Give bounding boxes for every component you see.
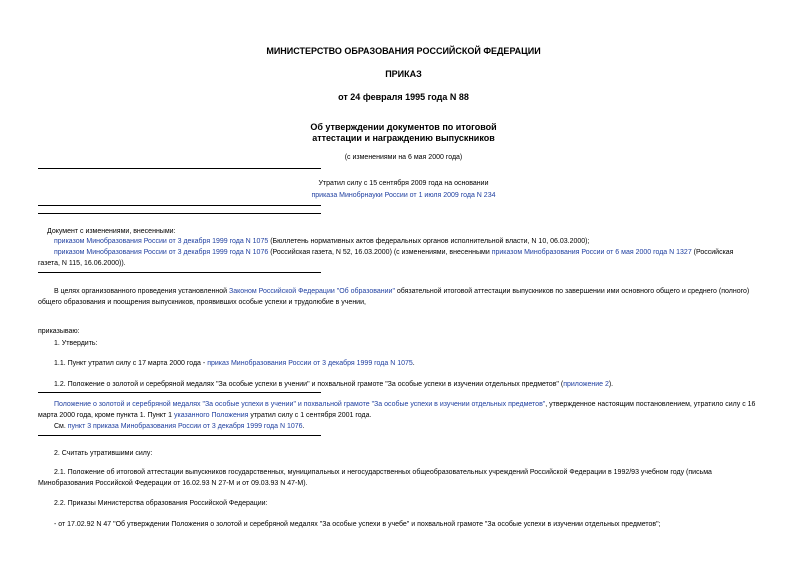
divider — [38, 168, 321, 169]
document-title-line2: аттестации и награждению выпускников — [312, 133, 495, 143]
education-law-link[interactable]: Законом Российской Федерации "Об образовании" — [228, 288, 395, 295]
changes-item-2-text2: (Российская — [691, 249, 734, 256]
validity-link[interactable]: приказа Минобрнауки России от 1 июля 2009 года N 234 — [311, 192, 496, 199]
preamble-text2: обязательной итоговой аттестации выпускников по завершении ими основного общего и среднего (полного) — [394, 288, 750, 295]
section-1-2-end: ). — [608, 381, 614, 388]
document-title-line1: Об утверждении документов по итоговой — [310, 122, 497, 132]
order-1075-link-2[interactable]: приказ Минобразования России от 3 декабря 1999 года N 1075 — [207, 360, 413, 367]
section-2-1-line2: Минобразования Российской Федерации от 16.02.93 N 27-М и от 09.03.93 N 47-М). — [38, 480, 308, 487]
section-2-2: 2.2. Приказы Министерства образования Российской Федерации: — [54, 500, 268, 507]
changes-item-1 — [54, 236, 784, 247]
changes-item-1-text: (Бюллетень нормативных актов федеральных органов исполнительной власти, N 10, 06.03.2000); — [268, 238, 590, 245]
divider — [38, 205, 321, 206]
regulation-note-text1: , утвержденное настоящим постановлением, утратило силу с 16 — [545, 401, 756, 408]
amendment-note: (с изменениями на 6 мая 2000 года) — [344, 154, 463, 161]
regulation-note-text2a: марта 2000 года, кроме пункта 1. Пункт 1 — [38, 412, 175, 419]
preamble-line1 — [54, 286, 794, 297]
preamble-line2: общего образования и поощрения выпускников, проявивших особые успехи и трудолюбие в учении, — [38, 299, 366, 306]
prikazyvayu: приказываю: — [38, 328, 80, 335]
document-type: ПРИКАЗ — [385, 69, 422, 79]
see-also — [54, 421, 305, 432]
regulation-note-text2b: утратил силу с 1 сентября 2001 года. — [248, 412, 372, 419]
see-also-end: . — [302, 423, 305, 430]
ministry-heading: МИНИСТЕРСТВО ОБРАЗОВАНИЯ РОССИЙСКОЙ ФЕДЕРАЦИИ — [266, 46, 541, 56]
section-2-2-item: - от 17.02.92 N 47 "Об утверждении Положения о золотой и серебряной медалях "За особые успехи в учебе" и похвальной грамоте "За особые успехи в изучении отдельных предметов"; — [54, 521, 661, 528]
section-1-2-text: 1.2. Положение о золотой и серебряной медалях "За особые успехи в учении" и похвальной грамоте "За особые успехи в изучении отдельных предметов" ( — [54, 381, 564, 388]
changes-item-2-text: (Российская газета, N 52, 16.03.2000) (с изменениями, внесенными — [268, 249, 492, 256]
section-2: 2. Считать утратившими силу: — [54, 450, 153, 457]
section-2-1-line1: 2.1. Положение об итоговой аттестации выпускников государственных, муниципальных и негосударственных общеобразовательных учреждений Российской Федерации в 1992/93 учебном году (письма — [54, 469, 712, 476]
medals-regulation-link[interactable]: Положение о золотой и серебряной медалях "За особые успехи в учении" и похвальной грамоте "За особые успехи в изучении отдельных предметов" — [54, 401, 546, 408]
appendix-2-link[interactable]: приложение 2 — [563, 381, 609, 388]
changes-item-2-cont: газета, N 115, 16.06.2000)). — [38, 260, 126, 267]
order-1076-link[interactable]: приказом Минобразования России от 3 декабря 1999 года N 1076 — [54, 249, 269, 256]
section-1-1-end: . — [412, 360, 415, 367]
regulation-note-line2 — [38, 410, 371, 421]
preamble-text1: В целях организованного проведения установленной — [54, 288, 229, 295]
order-1076-p3-link[interactable]: пункт 3 приказа Минобразования России от 3 декабря 1999 года N 1076 — [67, 423, 303, 430]
divider — [38, 272, 321, 273]
divider — [38, 392, 321, 393]
regulation-note-line1 — [54, 399, 799, 410]
document-date: от 24 февраля 1995 года N 88 — [338, 92, 469, 102]
order-1327-link[interactable]: приказом Минобразования России от 6 мая 2000 года N 1327 — [491, 249, 692, 256]
divider — [38, 435, 321, 436]
said-regulation-link[interactable]: указанного Положения — [174, 412, 249, 419]
order-1075-link[interactable]: приказом Минобразования России от 3 декабря 1999 года N 1075 — [54, 238, 269, 245]
section-1-2 — [54, 379, 613, 390]
section-1: 1. Утвердить: — [54, 340, 98, 347]
validity-text: Утратил силу с 15 сентября 2009 года на основании — [318, 180, 489, 187]
section-1-1 — [54, 358, 415, 369]
see-also-prefix: См. — [54, 423, 68, 430]
divider — [38, 213, 321, 214]
changes-item-2 — [54, 247, 794, 258]
validity-link-row — [0, 192, 807, 199]
changes-intro: Документ с изменениями, внесенными: — [47, 228, 176, 235]
section-1-1-text: 1.1. Пункт утратил силу с 17 марта 2000 года - — [54, 360, 208, 367]
